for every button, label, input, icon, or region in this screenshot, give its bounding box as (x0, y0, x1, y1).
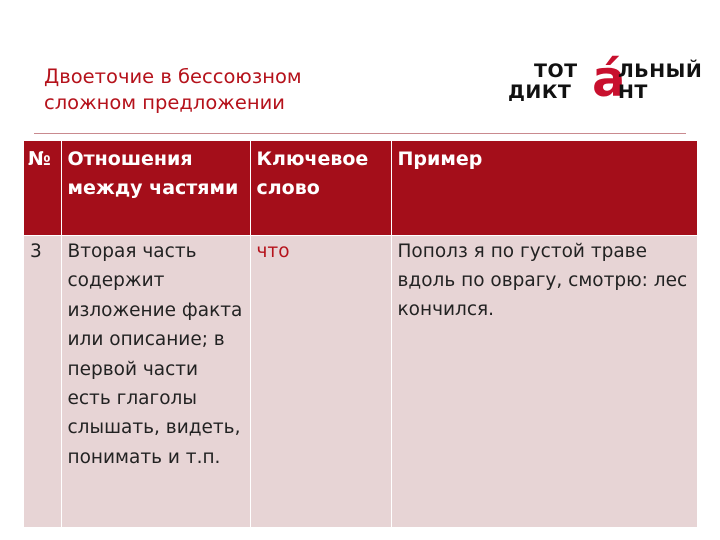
title-divider (34, 133, 686, 134)
totalny-diktant-logo (508, 50, 703, 108)
cell-keyword: что (250, 236, 391, 528)
logo-word-tot: ТОТ (534, 60, 578, 82)
logo-word-lnyi: ЛЬНЫЙ (618, 60, 703, 82)
header-keyword: Ключевое слово (250, 141, 391, 236)
header-num: № (24, 141, 61, 236)
header-relation: Отношения между частями (61, 141, 250, 236)
slide-title: Двоеточие в бессоюзном сложном предложении (44, 65, 302, 114)
logo-word-dikt: ДИКТ (508, 81, 572, 103)
logo-accent-letter: á (592, 50, 626, 108)
cell-relation: Вторая часть содержит изложение факта или описание; в первой части есть глаголы слышать, видеть, понимать и т.п. (61, 236, 250, 528)
cell-num: 3 (24, 236, 61, 528)
header-example: Пример (391, 141, 697, 236)
rules-table (24, 141, 698, 527)
table-row (24, 236, 697, 528)
cell-example: Пополз я по густой траве вдоль по оврагу, смотрю: лес кончился. (391, 236, 697, 528)
table-header-row (24, 141, 697, 236)
logo-word-nt: НТ (618, 81, 648, 103)
